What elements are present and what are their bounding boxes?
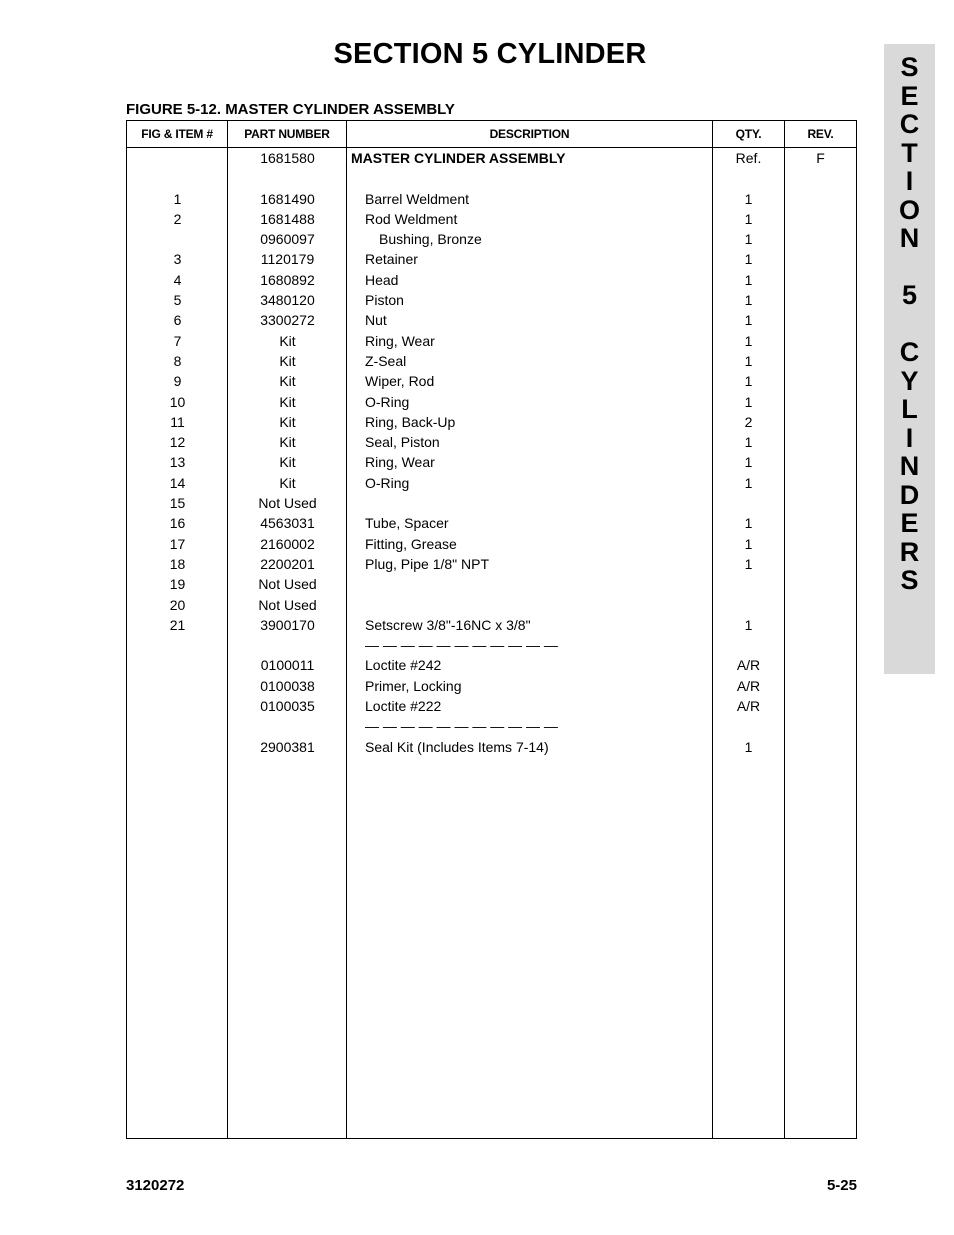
side-tab-letter: E — [900, 80, 919, 111]
table-row — [127, 655, 856, 675]
row-part-number: Kit — [279, 474, 296, 491]
row-quantity: A/R — [736, 677, 761, 694]
row-description: Bushing, Bronze — [379, 231, 482, 248]
side-tab-letter: T — [901, 137, 918, 168]
row-part-number: 0100035 — [260, 698, 315, 715]
row-item-number: 6 — [173, 312, 182, 329]
page-number: 5-25 — [826, 1177, 857, 1194]
row-quantity: 1 — [744, 474, 753, 491]
row-description: Fitting, Grease — [365, 535, 457, 552]
table-row — [127, 189, 856, 209]
table-row — [127, 432, 856, 452]
side-tab-letter: Y — [900, 365, 919, 396]
row-revision: F — [816, 150, 825, 166]
row-quantity: 1 — [744, 332, 753, 349]
table-row — [127, 310, 856, 330]
row-item-number: 7 — [173, 332, 182, 349]
row-part-number: 0100038 — [260, 677, 315, 694]
row-quantity: 1 — [744, 210, 753, 227]
row-part-number: Kit — [279, 332, 296, 349]
row-description: Plug, Pipe 1/8" NPT — [365, 555, 490, 572]
row-description: — — — — — — — — — — — — [365, 718, 558, 735]
figure-title: FIGURE 5-12. MASTER CYLINDER ASSEMBLY — [126, 101, 455, 118]
side-tab-letter: R — [899, 536, 920, 567]
side-tab-letter — [884, 253, 935, 282]
row-item-number: 20 — [169, 596, 186, 613]
row-description: Loctite #222 — [365, 698, 442, 715]
row-description: Setscrew 3/8"-16NC x 3/8" — [365, 616, 531, 633]
row-description: Seal Kit (Includes Items 7-14) — [365, 738, 549, 755]
row-description: O-Ring — [365, 393, 410, 410]
table-row — [127, 534, 856, 554]
row-part-number: Not Used — [258, 495, 317, 512]
row-description: Retainer — [365, 251, 418, 268]
row-quantity: A/R — [736, 698, 761, 715]
row-item-number: 12 — [169, 434, 186, 451]
parts-table — [126, 120, 857, 1139]
row-description: Barrel Weldment — [365, 190, 470, 207]
row-part-number: Not Used — [258, 596, 317, 613]
row-quantity: 1 — [744, 454, 753, 471]
side-tab-letter: N — [899, 451, 920, 481]
side-tab-letter: E — [900, 508, 919, 538]
row-quantity: 1 — [744, 535, 753, 552]
side-tab-letter: I — [905, 166, 914, 196]
table-row — [127, 676, 856, 696]
side-tab-letter: C — [899, 109, 920, 139]
row-part-number: 3900170 — [260, 616, 315, 633]
row-part-number: 3300272 — [260, 312, 315, 329]
header-part-number: PART NUMBER — [244, 127, 330, 141]
side-tab-letter: I — [905, 422, 914, 453]
row-description: — — — — — — — — — — — — [365, 637, 558, 654]
table-row — [127, 554, 856, 574]
row-description: Nut — [365, 312, 387, 329]
row-item-number: 8 — [173, 352, 182, 369]
row-item-number: 15 — [169, 495, 186, 512]
row-part-number: 3480120 — [260, 292, 315, 309]
row-description: Seal, Piston — [365, 434, 440, 451]
row-quantity: 1 — [744, 555, 753, 572]
row-part-number: 1681580 — [260, 150, 315, 166]
row-quantity: 1 — [744, 251, 753, 268]
side-tab-letter: S — [900, 52, 919, 82]
side-tab-letter: N — [899, 223, 920, 253]
header-item: FIG & ITEM # — [141, 127, 213, 141]
row-item-number: 9 — [173, 373, 182, 390]
row-quantity: A/R — [736, 657, 761, 674]
row-description: MASTER CYLINDER ASSEMBLY — [351, 150, 566, 166]
row-quantity: 1 — [744, 352, 753, 369]
table-row — [127, 574, 856, 594]
table-row — [127, 696, 856, 716]
row-part-number: 2900381 — [260, 738, 315, 755]
row-description: Primer, Locking — [365, 677, 462, 694]
row-item-number: 16 — [169, 515, 186, 532]
row-description: Ring, Back-Up — [365, 413, 456, 430]
table-row — [127, 371, 856, 391]
row-description: Ring, Wear — [365, 332, 435, 349]
row-description: Ring, Wear — [365, 454, 435, 471]
row-item-number: 4 — [173, 271, 182, 288]
row-quantity: 1 — [744, 190, 753, 207]
row-item-number: 2 — [173, 210, 182, 227]
document-number: 3120272 — [126, 1177, 185, 1194]
row-part-number: 1681488 — [260, 210, 315, 227]
side-tab-letter: 5 — [901, 280, 918, 310]
table-row — [127, 635, 856, 655]
row-part-number: 2200201 — [260, 555, 315, 572]
row-part-number: 4563031 — [260, 515, 315, 532]
row-quantity: 1 — [744, 312, 753, 329]
side-tab-letter — [884, 310, 935, 339]
table-row — [127, 595, 856, 615]
section-side-tab — [884, 44, 935, 674]
table-row — [127, 473, 856, 493]
row-item-number: 21 — [169, 616, 186, 633]
row-quantity: 1 — [744, 738, 753, 755]
row-description: Z-Seal — [365, 352, 407, 369]
row-quantity: 1 — [744, 292, 753, 309]
side-tab-letter: S — [900, 565, 919, 595]
row-quantity: Ref. — [735, 150, 762, 166]
table-row — [127, 148, 856, 168]
table-row — [127, 351, 856, 371]
row-description: Head — [365, 271, 399, 288]
table-row — [127, 716, 856, 736]
row-description: Loctite #242 — [365, 657, 442, 674]
row-quantity: 2 — [744, 413, 753, 430]
table-row — [127, 331, 856, 351]
row-item-number: 10 — [169, 393, 186, 410]
row-part-number: 1120179 — [260, 251, 315, 268]
table-row — [127, 290, 856, 310]
row-quantity: 1 — [744, 515, 753, 532]
row-description: Tube, Spacer — [365, 515, 449, 532]
row-quantity: 1 — [744, 271, 753, 288]
row-description: Wiper, Rod — [365, 373, 435, 390]
row-quantity: 1 — [744, 616, 753, 633]
row-item-number: 14 — [169, 474, 186, 491]
row-part-number: Kit — [279, 393, 296, 410]
row-part-number: 2160002 — [260, 535, 315, 552]
table-row — [127, 737, 856, 757]
side-tab-letter: O — [898, 194, 920, 225]
row-item-number: 13 — [169, 454, 186, 471]
side-tab-letter: C — [899, 337, 920, 367]
row-item-number: 11 — [170, 413, 185, 430]
row-item-number: 19 — [169, 576, 186, 593]
side-tab-letter: L — [901, 394, 918, 424]
row-part-number: 1680892 — [260, 271, 315, 288]
row-quantity: 1 — [744, 434, 753, 451]
row-item-number: 3 — [173, 251, 182, 268]
header-qty: QTY. — [735, 127, 762, 141]
row-part-number: Kit — [279, 352, 296, 369]
row-part-number: 0960097 — [260, 231, 315, 248]
table-row — [127, 270, 856, 290]
table-body — [127, 148, 856, 757]
row-part-number: 0100011 — [260, 657, 315, 674]
row-item-number: 1 — [173, 190, 182, 207]
row-part-number: Kit — [279, 434, 296, 451]
row-item-number: 18 — [169, 555, 186, 572]
table-row — [127, 513, 856, 533]
row-quantity: 1 — [744, 231, 753, 248]
table-row — [127, 493, 856, 513]
row-description: O-Ring — [365, 474, 410, 491]
row-quantity: 1 — [744, 393, 753, 410]
page-title: SECTION 5 CYLINDER — [333, 38, 647, 70]
row-part-number: Kit — [279, 454, 296, 471]
table-row — [127, 615, 856, 635]
row-part-number: Not Used — [258, 576, 317, 593]
row-quantity: 1 — [744, 373, 753, 390]
header-description: DESCRIPTION — [489, 127, 570, 141]
row-item-number: 17 — [169, 535, 186, 552]
table-row — [127, 392, 856, 412]
table-row — [127, 249, 856, 269]
table-row — [127, 412, 856, 432]
row-description: Piston — [365, 292, 404, 309]
table-row — [127, 229, 856, 249]
side-tab-letter: D — [899, 479, 920, 510]
side-tab-letters — [884, 53, 935, 595]
table-row — [127, 168, 856, 188]
table-row — [127, 452, 856, 472]
table-row — [127, 209, 856, 229]
header-rev: REV. — [807, 127, 834, 141]
row-part-number: Kit — [279, 373, 296, 390]
row-part-number: 1681490 — [260, 190, 315, 207]
row-part-number: Kit — [279, 413, 296, 430]
row-item-number: 5 — [173, 292, 182, 309]
row-description: Rod Weldment — [365, 210, 458, 227]
